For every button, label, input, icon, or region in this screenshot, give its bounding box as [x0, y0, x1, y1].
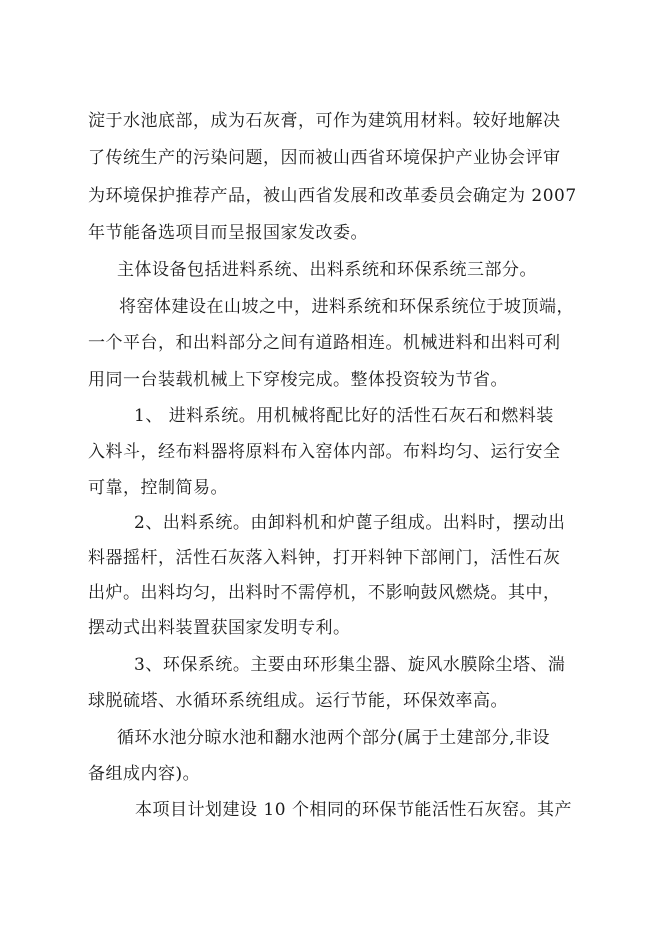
text-line: 可靠，控制简易。: [88, 478, 228, 498]
text-line: 出炉。出料均匀，出料时不需停机，不影响鼓风燃烧。其中，: [88, 583, 561, 603]
text-line: 年节能备选项目而呈报国家发改委。: [88, 223, 368, 243]
text-line: 摆动式出料装置获国家发明专利。: [88, 618, 351, 638]
text-line: 2、出料系统。由卸料机和炉蓖子组成。出料时，摆动出: [134, 513, 566, 533]
text-line: 备组成内容)。: [88, 764, 201, 784]
text-line: 为环境保护推荐产品，被山西省发展和改革委员会确定为 2007: [88, 186, 577, 206]
text-line: 本项目计划建设 10 个相同的环保节能活性石灰窑。其产: [135, 800, 572, 820]
text-line: 入料斗，经布料器将原料布入窑体内部。布料均匀、运行安全: [88, 442, 561, 462]
text-line: 淀于水池底部，成为石灰膏，可作为建筑用材料。较好地解决: [88, 111, 561, 131]
text-line: 将窑体建设在山坡之中，进料系统和环保系统位于坡顶端，: [119, 297, 574, 317]
text-line: 一个平台，和出料部分之间有道路相连。机械进料和出料可利: [88, 333, 561, 353]
text-line: 球脱硫塔、水循环系统组成。运行节能，环保效率高。: [88, 691, 508, 711]
text-line: 用同一台装载机械上下穿梭完成。整体投资较为节省。: [88, 370, 508, 390]
text-line: 了传统生产的污染问题，因而被山西省环境保护产业协会评审: [88, 148, 561, 168]
text-line: 3、环保系统。主要由环形集尘器、旋风水膜除尘塔、湍: [134, 655, 566, 675]
text-line: 料器摇杆，活性石灰落入料钟，打开料钟下部闸门，活性石灰: [88, 548, 561, 568]
text-line: 循环水池分晾水池和翻水池两个部分(属于土建部分,非设: [117, 728, 551, 748]
text-line: 主体设备包括进料系统、出料系统和环保系统三部分。: [117, 260, 537, 280]
text-line: 1、 进料系统。用机械将配比好的活性石灰石和燃料装: [134, 406, 554, 426]
